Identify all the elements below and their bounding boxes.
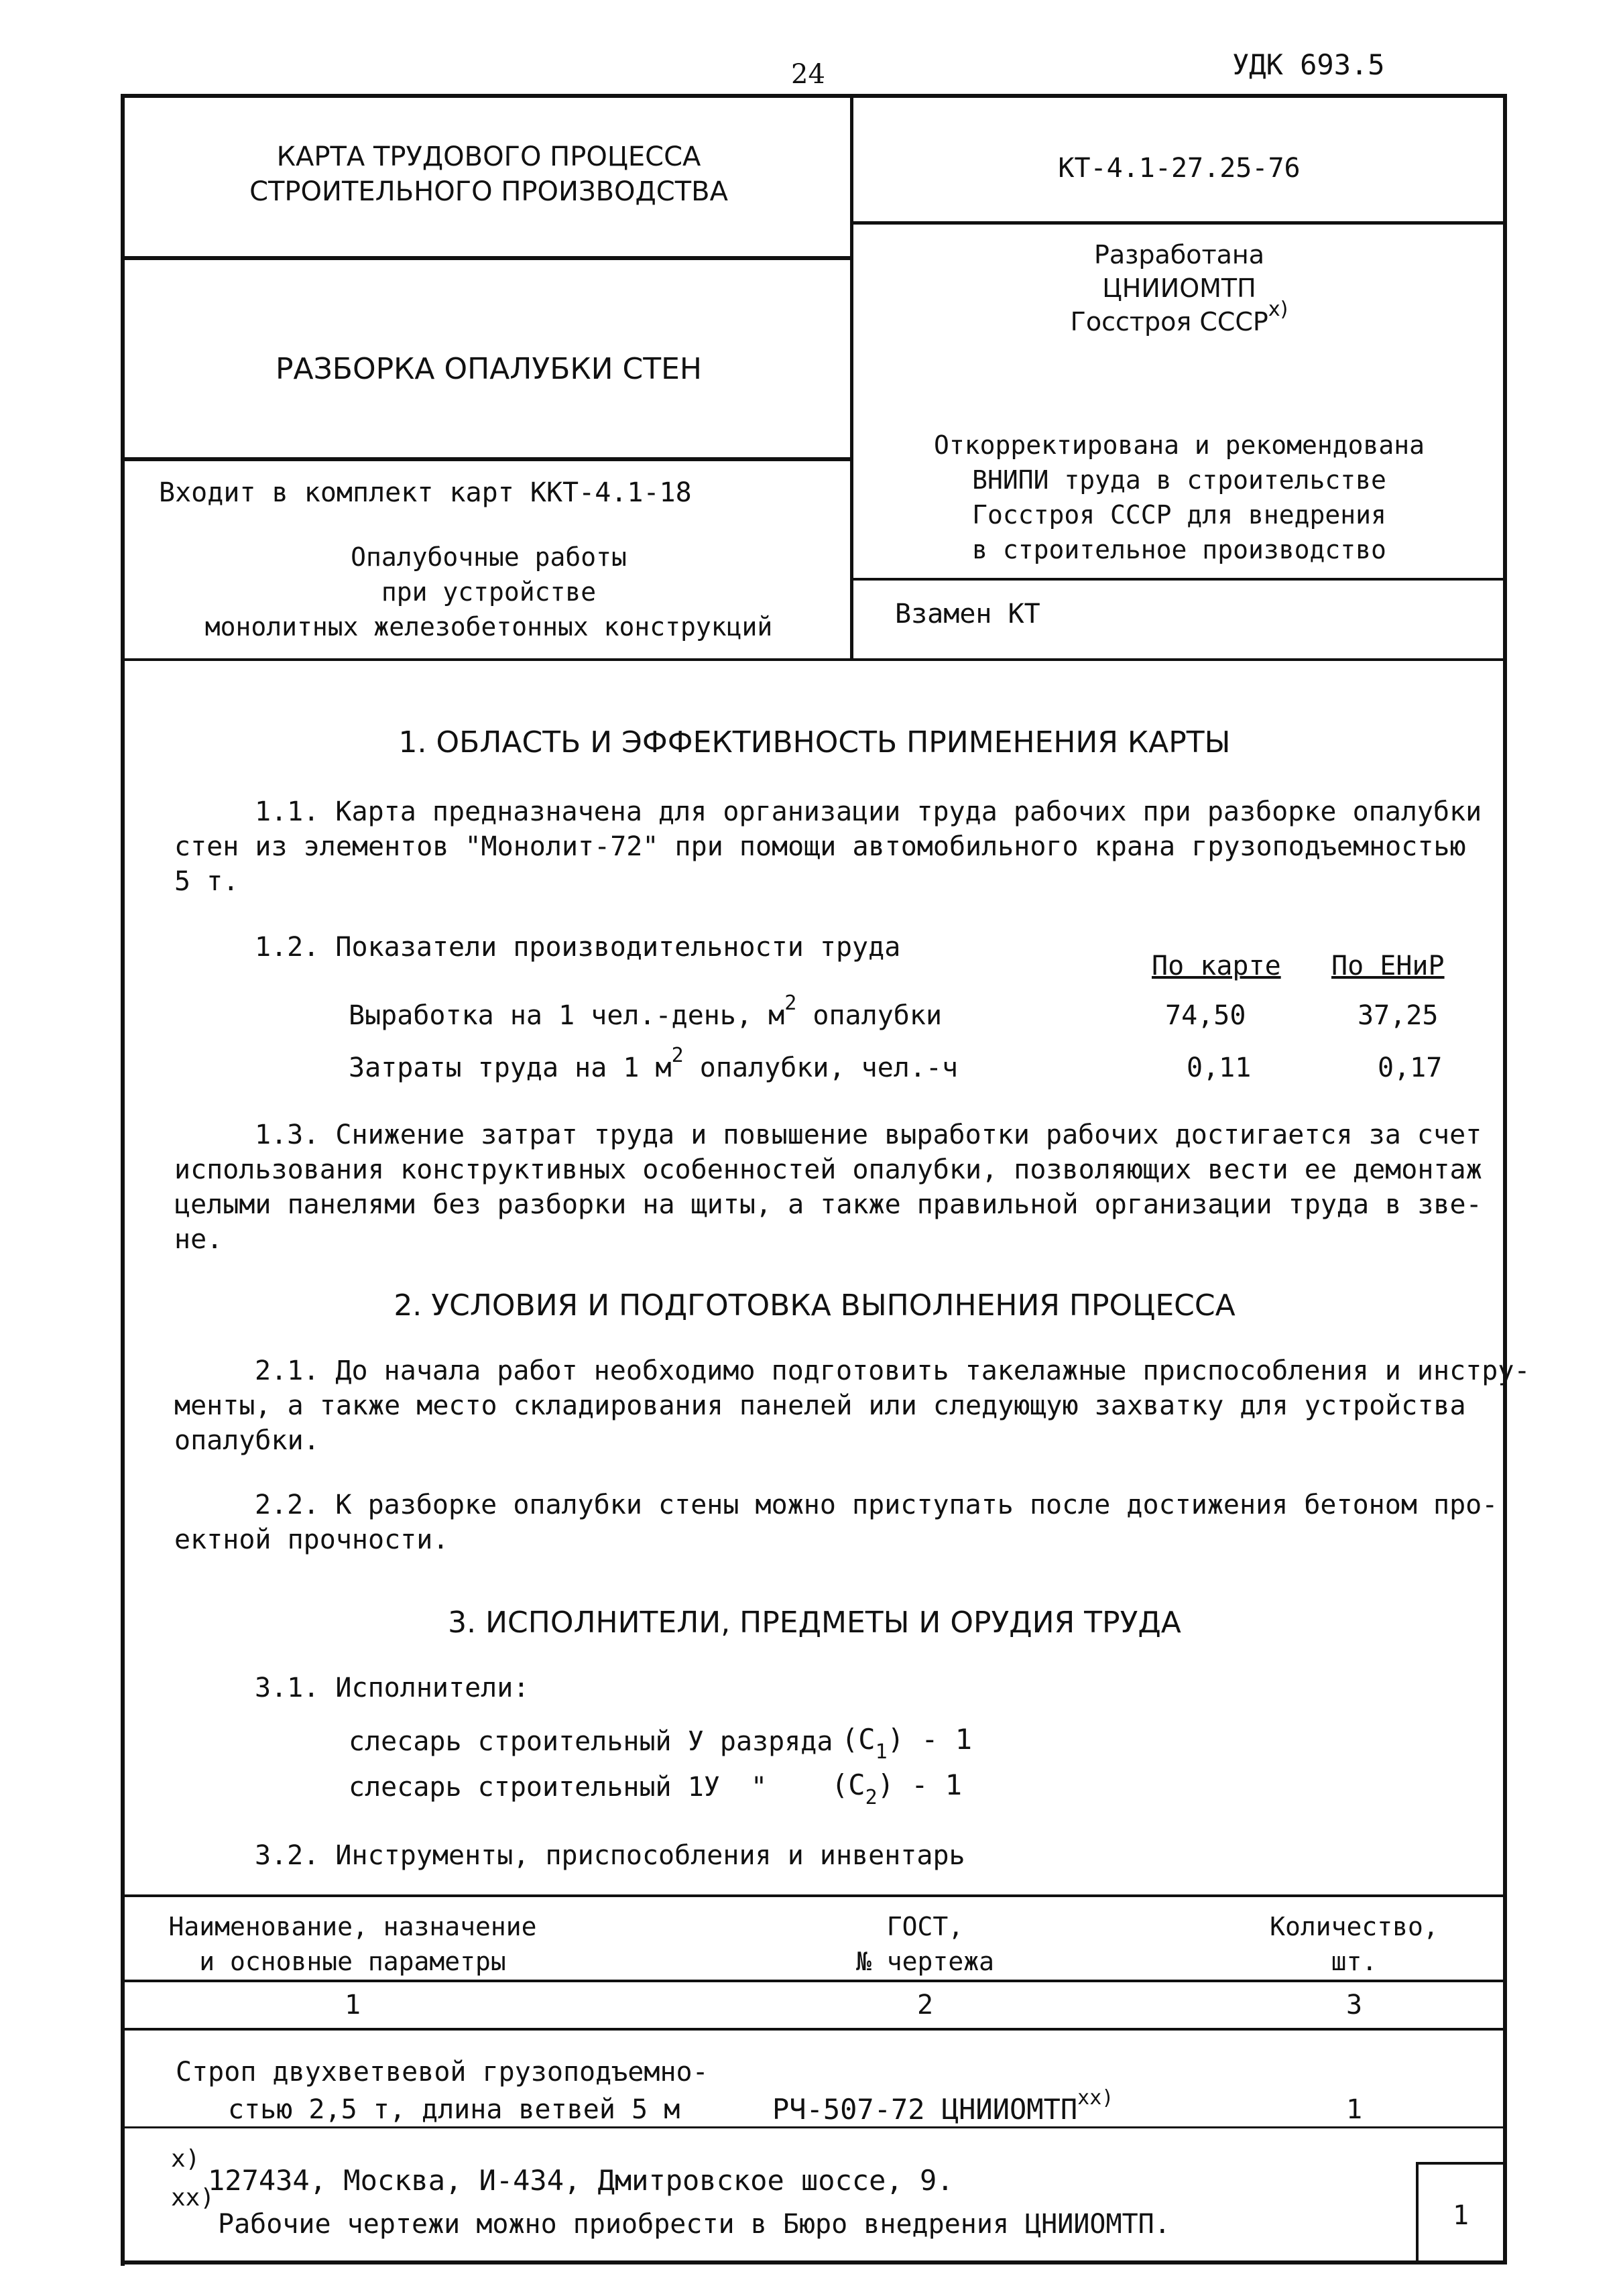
table-row1-name-line1: Строп двухветвевой грузоподъемно- — [176, 2057, 709, 2088]
sheet-number: 1 — [1452, 2200, 1469, 2231]
udk-code: УДК 693.5 — [1232, 48, 1385, 81]
table-header-gost-line2: № чертежа — [856, 1947, 994, 1976]
footnote1-text: 127434, Москва, И-434, Дмитровское шоссе, 9. — [208, 2164, 954, 2197]
indicator-labor-label — [349, 1044, 959, 1083]
table-row1-gost-mark: хх) — [1077, 2086, 1114, 2110]
card-set-line: Входит в комплект карт ККТ-4.1-18 — [159, 477, 692, 508]
developed-footnote-mark: х) — [1268, 298, 1288, 321]
table-header-qty-line1: Количество, — [1270, 1912, 1439, 1941]
p21-line2: менты, а также место складирования панелей или следующую захватку для устройства — [174, 1390, 1466, 1421]
worker2-code-letter: (С — [831, 1768, 865, 1801]
card-set-desc-line1: Опалубочные работы — [351, 542, 627, 572]
header-bottom-line — [123, 658, 1506, 661]
worker2-code — [831, 1768, 963, 1809]
column-by-enir: По ЕНиР — [1331, 951, 1445, 981]
table-row1-name-line2: стью 2,5 т, длина ветвей 5 м — [228, 2094, 680, 2125]
header-line-left-2 — [123, 457, 851, 461]
indicator-labor-suffix: опалубки, чел.-ч — [683, 1052, 959, 1083]
replaces-text: Взамен КТ — [895, 599, 1040, 629]
p32-title: 3.2. Инструменты, приспособления и инвентарь — [255, 1840, 965, 1871]
table-header-line — [123, 1980, 1506, 1982]
indicator-output-suffix: опалубки — [796, 1000, 943, 1031]
worker2-label: слесарь строительный 1У — [349, 1772, 720, 1803]
table-header-name-line2: и основные параметры — [199, 1947, 506, 1976]
worker1-label: слесарь строительный У разряда — [349, 1726, 833, 1757]
table-number-row-line — [123, 2028, 1506, 2031]
card-title — [127, 139, 850, 209]
table-row1-gost-text: РЧ-507-72 ЦНИИОМТП — [772, 2093, 1078, 2126]
p13-line4: не. — [174, 1224, 223, 1255]
header-line-left-1 — [123, 256, 851, 260]
sheet-box-top — [1416, 2162, 1506, 2165]
section2-heading: 2. УСЛОВИЯ И ПОДГОТОВКА ВЫПОЛНЕНИЯ ПРОЦЕССА — [394, 1288, 1236, 1323]
worker1-code-letter: (С — [841, 1723, 876, 1756]
p21-line3: опалубки. — [174, 1425, 320, 1456]
table-header-name — [125, 1909, 581, 1979]
p11-line3: 5 т. — [174, 866, 239, 897]
indicator-labor-text: Затраты труда на 1 м — [349, 1052, 672, 1083]
developed-by — [855, 238, 1504, 339]
table-row1-qty: 1 — [1345, 2094, 1363, 2125]
corrected-by — [855, 428, 1504, 567]
p22-line1: 2.2. К разборке опалубки стены можно приступать после достижения бетоном про- — [255, 1490, 1498, 1520]
p11-line1: 1.1. Карта предназначена для организации труда рабочих при разборке опалубки — [255, 796, 1482, 827]
table-header-qty — [1247, 1909, 1461, 1979]
indicator-output-label — [349, 991, 943, 1031]
developed-line2: ЦНИИОМТП — [1102, 274, 1256, 303]
worker2-ditto: " — [751, 1772, 768, 1803]
worker1-count: ) - 1 — [887, 1723, 973, 1756]
page-number: 24 — [791, 59, 825, 90]
work-title: РАЗБОРКА ОПАЛУБКИ СТЕН — [275, 352, 703, 386]
indicator-labor-sup: 2 — [671, 1044, 684, 1067]
worker1-code — [841, 1723, 973, 1764]
indicator-labor-enir: 0,17 — [1378, 1052, 1443, 1083]
indicator-output-card: 74,50 — [1165, 1000, 1246, 1031]
table-colnum-3: 3 — [1345, 1990, 1363, 2020]
table-colnum-1: 1 — [344, 1990, 361, 2020]
corrected-line4: в строительное производство — [972, 535, 1386, 564]
card-set-desc-line2: при устройстве — [381, 577, 597, 607]
indicator-output-text: Выработка на 1 чел.-день, м — [349, 1000, 785, 1031]
table-header-name-line1: Наименование, назначение — [168, 1912, 537, 1941]
developed-line1: Разработана — [1093, 240, 1265, 269]
section3-heading: 3. ИСПОЛНИТЕЛИ, ПРЕДМЕТЫ И ОРУДИЯ ТРУДА — [448, 1606, 1181, 1640]
table-header-gost — [724, 1909, 1126, 1979]
header-line-right-1 — [851, 221, 1506, 225]
table-row1-gost — [772, 2086, 1114, 2126]
section1-heading: 1. ОБЛАСТЬ И ЭФФЕКТИВНОСТЬ ПРИМЕНЕНИЯ КАРТЫ — [398, 725, 1231, 760]
frame-right — [1503, 94, 1507, 2262]
footnote2-text: Рабочие чертежи можно приобрести в Бюро внедрения ЦНИИОМТП. — [218, 2209, 1170, 2240]
table-bottom-line — [123, 2126, 1506, 2128]
frame-top — [121, 94, 1507, 98]
table-colnum-2: 2 — [916, 1990, 934, 2020]
table-top-line — [123, 1894, 1506, 1897]
card-set-desc-line3: монолитных железобетонных конструкций — [204, 612, 773, 642]
developed-line3 — [855, 298, 1504, 339]
corrected-line3: Госстроя СССР для внедрения — [972, 500, 1386, 530]
corrected-line1: Откорректирована и рекомендована — [933, 430, 1425, 460]
p12-title: 1.2. Показатели производительности труда — [255, 932, 901, 963]
p21-line1: 2.1. До начала работ необходимо подготовить такелажные приспособления и инстру- — [255, 1355, 1530, 1386]
card-set-description — [127, 540, 850, 644]
indicator-labor-card: 0,11 — [1187, 1052, 1252, 1083]
developed-org: Госстроя СССР — [1070, 307, 1268, 337]
indicator-output-sup: 2 — [784, 991, 797, 1015]
header-line-right-2 — [851, 578, 1506, 581]
card-code: КТ-4.1-27.25-76 — [1058, 153, 1301, 184]
indicator-output-enir: 37,25 — [1358, 1000, 1439, 1031]
worker1-code-sub: 1 — [875, 1740, 888, 1764]
worker2-code-sub: 2 — [865, 1786, 878, 1809]
card-title-line2: СТРОИТЕЛЬНОГО ПРОИЗВОДСТВА — [249, 176, 728, 207]
p13-line2: использования конструктивных особенностей опалубки, позволяющих вести ее демонтаж — [174, 1154, 1482, 1185]
table-header-gost-line1: ГОСТ, — [886, 1912, 964, 1941]
card-title-line1: КАРТА ТРУДОВОГО ПРОЦЕССА — [276, 141, 701, 172]
worker2-count: ) - 1 — [877, 1768, 963, 1801]
p13-line3: целыми панелями без разборки на щиты, а также правильной организации труда в зве- — [174, 1189, 1482, 1220]
header-vertical-divider — [850, 94, 853, 660]
p22-line2: ектной прочности. — [174, 1524, 449, 1555]
p31-title: 3.1. Исполнители: — [255, 1673, 530, 1703]
table-header-qty-line2: шт. — [1331, 1947, 1378, 1976]
footnote1-mark: х) — [171, 2145, 200, 2173]
p11-line2: стен из элементов "Монолит-72" при помощи автомобильного крана грузоподъемностью — [174, 831, 1466, 862]
frame-bottom — [121, 2260, 1507, 2264]
corrected-line2: ВНИПИ труда в строительстве — [972, 465, 1386, 495]
column-by-card: По карте — [1152, 951, 1281, 981]
footnote2-mark: хх) — [171, 2184, 215, 2212]
p13-line1: 1.3. Снижение затрат труда и повышение выработки рабочих достигается за счет — [255, 1120, 1482, 1150]
